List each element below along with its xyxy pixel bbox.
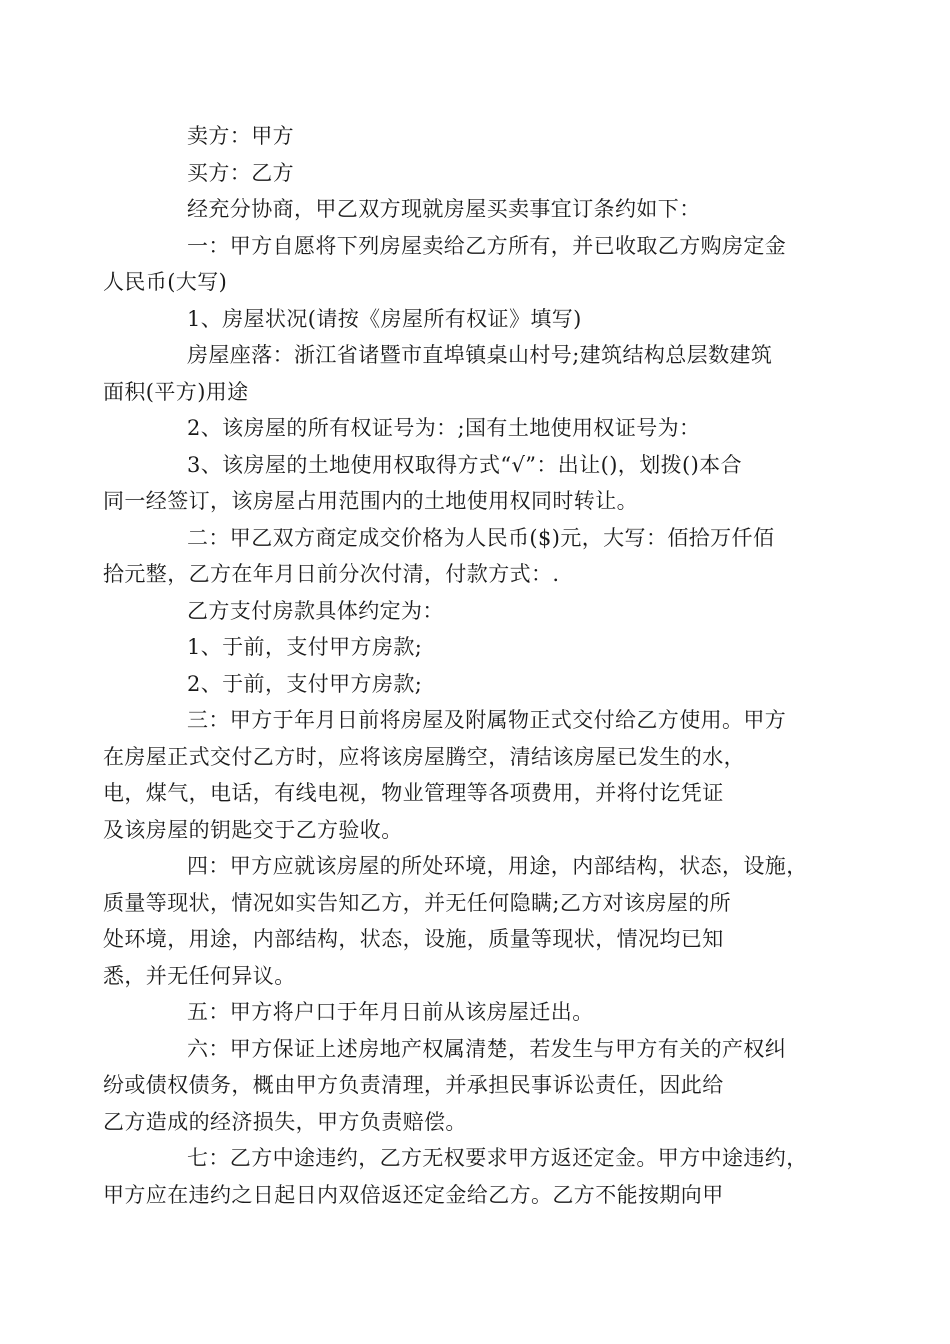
paragraph-line: 房屋座落：浙江省诸暨市直埠镇桌山村号;建筑结构总层数建筑 [187, 343, 773, 367]
paragraph-line: 四：甲方应就该房屋的所处环境，用途，内部结构，状态，设施， [187, 854, 808, 878]
paragraph-line: 二：甲乙双方商定成交价格为人民币($)元，大写：佰拾万仟佰 [187, 525, 775, 550]
paragraph-line: 处环境，用途，内部结构，状态，设施，质量等现状，情况均已知 [103, 927, 724, 951]
paragraph-line: 拾元整，乙方在年月日前分次付清，付款方式：. [103, 562, 560, 586]
paragraph-line: 在房屋正式交付乙方时，应将该房屋腾空，清结该房屋已发生的水， [103, 744, 745, 769]
contract-paragraph [145, 301, 805, 338]
paragraph-line: 2、该房屋的所有权证号为：;国有土地使用权证号为： [187, 416, 701, 440]
contract-paragraph [103, 520, 805, 593]
contract-paragraph [145, 666, 805, 703]
contract-text-body [103, 118, 808, 1213]
paragraph-line: 质量等现状，情况如实告知乙方，并无任何隐瞒;乙方对该房屋的所 [103, 890, 732, 915]
contract-paragraph [145, 593, 805, 630]
paragraph-line: 1、于前，支付甲方房款; [187, 635, 423, 659]
paragraph-line: 一：甲方自愿将下列房屋卖给乙方所有，并已收取乙方购房定金 [187, 233, 787, 258]
paragraph-line: 三：甲方于年月日前将房屋及附属物正式交付给乙方使用。甲方 [187, 708, 787, 732]
paragraph-line: 甲方应在违约之日起日内双倍返还定金给乙方。乙方不能按期向甲 [103, 1182, 724, 1207]
paragraph-line: 面积(平方)用途 [103, 379, 249, 404]
paragraph-line: 经充分协商，甲乙双方现就房屋买卖事宜订条约如下： [187, 197, 701, 221]
contract-paragraph [103, 337, 805, 410]
paragraph-line: 1、房屋状况(请按《房屋所有权证》填写) [187, 306, 582, 331]
paragraph-line: 悉，并无任何异议。 [103, 963, 296, 988]
paragraph-line: 及该房屋的钥匙交于乙方验收。 [103, 817, 403, 842]
paragraph-line: 卖方：甲方 [187, 124, 294, 148]
contract-paragraph [145, 191, 805, 228]
paragraph-line: 同一经签订，该房屋占用范围内的土地使用权同时转让。 [103, 489, 638, 513]
contract-paragraph [145, 155, 805, 192]
paragraph-line: 七：乙方中途违约，乙方无权要求甲方返还定金。甲方中途违约， [187, 1146, 808, 1170]
contract-paragraph [145, 994, 805, 1031]
paragraph-line: 2、于前，支付甲方房款; [187, 671, 423, 696]
contract-paragraph [103, 1140, 808, 1213]
paragraph-line: 人民币(大写) [103, 270, 228, 294]
paragraph-line: 乙方支付房款具体约定为： [187, 598, 444, 623]
contract-paragraph [103, 228, 805, 301]
contract-paragraph [145, 629, 805, 666]
contract-paragraph [145, 410, 805, 447]
contract-paragraph [103, 848, 808, 994]
paragraph-line: 乙方造成的经济损失，甲方负责赔偿。 [103, 1109, 467, 1134]
contract-paragraph [103, 1031, 805, 1141]
contract-paragraph [145, 118, 805, 155]
paragraph-line: 六：甲方保证上述房地产权属清楚，若发生与甲方有关的产权纠 [187, 1036, 787, 1061]
paragraph-line: 五：甲方将户口于年月日前从该房屋迁出。 [187, 1000, 594, 1024]
paragraph-line: 纷或债权债务，概由甲方负责清理，并承担民事诉讼责任，因此给 [103, 1073, 724, 1097]
paragraph-line: 3、该房屋的土地使用权取得方式“√”：出让()，划拨()本合 [187, 452, 742, 477]
contract-paragraph [103, 702, 805, 848]
paragraph-line: 电，煤气，电话，有线电视，物业管理等各项费用，并将付讫凭证 [103, 781, 724, 805]
paragraph-line: 买方：乙方 [187, 160, 294, 185]
contract-paragraph [103, 447, 805, 520]
